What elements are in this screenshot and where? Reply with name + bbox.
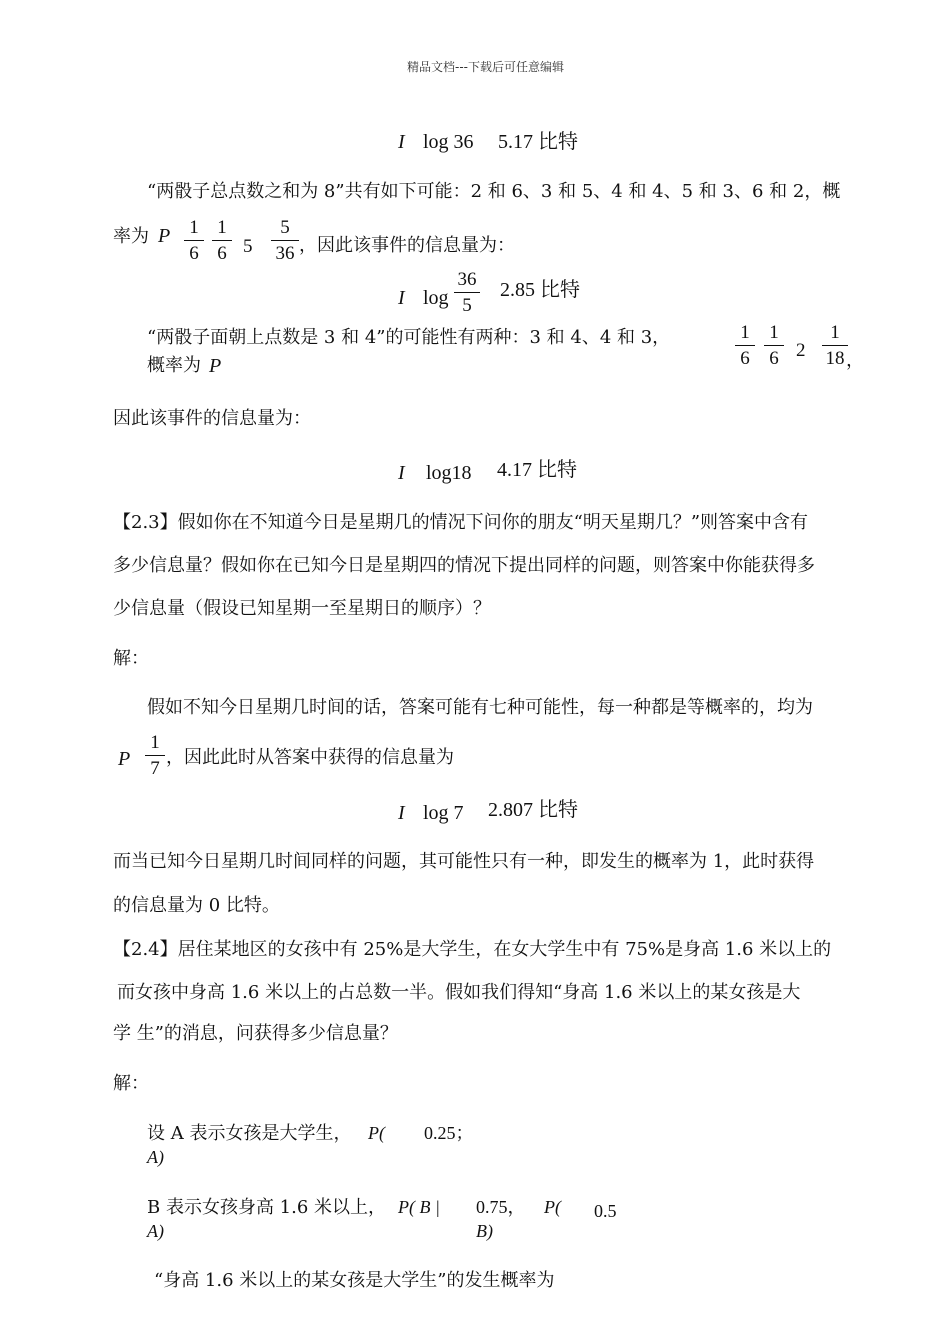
p2-line2: 概率为	[147, 355, 201, 376]
paragraph-info-amount: 因此该事件的信息量为：	[113, 408, 311, 429]
a23-prob-symbol: P	[118, 748, 131, 770]
eq4-value: 2.807 比特	[488, 799, 578, 821]
eq4-symbol: I	[398, 802, 405, 824]
eq2-value: 2.85 比特	[500, 279, 580, 301]
q23-line2: 多少信息量？假如你在已知今日是星期四的情况下提出同样的问题，则答案中你能获得多	[113, 555, 815, 576]
a23-line1: 假如不知今日星期几时间的话，答案可能有七种可能性，每一种都是等概率的，均为	[147, 697, 813, 718]
eq3-symbol: I	[398, 462, 405, 484]
p2-fraction-1-6b: $\frac{1}{6}$	[764, 323, 784, 368]
prob-suffix: ，因此该事件的信息量为：	[299, 235, 515, 256]
defA-prob: P(	[368, 1123, 385, 1143]
p2-fraction-1-6: $\frac{1}{6}$	[735, 323, 755, 368]
fraction-1-6: $\frac{1}{6}$	[184, 218, 204, 263]
eq2-symbol: I	[398, 287, 405, 309]
fraction-1-6b: $\frac{1}{6}$	[212, 218, 232, 263]
paragraph-last: “身高 1.6 米以上的某女孩是大学生”的发生概率为	[154, 1270, 555, 1291]
q23-line3: 少信息量（假设已知星期一至星期日的顺序）？	[113, 598, 491, 619]
eq3-log: log18	[426, 462, 472, 484]
eq4-log: log 7	[423, 802, 464, 824]
p2-prob-symbol: P	[209, 355, 222, 377]
q24-line3: 学 生”的消息，问获得多少信息量？	[113, 1023, 398, 1044]
defB-event-b: B)	[476, 1221, 493, 1241]
eq1-value: 5.17 比特	[498, 131, 578, 153]
a23b-line1: 而当已知今日星期几时间同样的问题，其可能性只有一种，即发生的概率为 1，此时获得	[113, 851, 815, 872]
a23-fraction-1-7: $\frac{1}{7}$	[145, 733, 165, 778]
paragraph-dice-sum: “两骰子总点数之和为 8”共有如下可能：2 和 6、3 和 5、4 和 4、5 和 3、6 和 2，概	[147, 181, 841, 202]
a23b-line2: 的信息量为 0 比特。	[113, 895, 280, 916]
defB-text: B 表示女孩身高 1.6 米以上，	[147, 1197, 387, 1218]
prob-symbol: P	[158, 225, 171, 247]
fraction-5-36: $\frac{5}{36}$	[271, 218, 299, 263]
q24-line2: 而女孩中身高 1.6 米以上的占总数一半。假如我们得知“身高 1.6 米以上的某女孩是大	[117, 982, 801, 1003]
solution-label-2: 解：	[113, 1073, 149, 1094]
defB-event-a: A)	[147, 1221, 164, 1241]
prob-prefix: 率为	[113, 226, 149, 247]
defB-cond-prob: P( B |	[398, 1197, 440, 1217]
p2-fraction-1-18: $\frac{1}{18}$	[822, 323, 848, 368]
defB-value2: 0.5	[594, 1201, 617, 1221]
p2-multiplier: 2	[796, 340, 806, 361]
q24-line1: 【2.4】居住某地区的女孩中有 25%是大学生，在女大学生中有 75%是身高 1.6 米以上的	[113, 939, 832, 960]
page-header: 精品文档---下载后可任意编辑	[407, 60, 564, 74]
eq1-symbol: I	[398, 131, 405, 153]
defB-value1: 0.75，	[476, 1197, 526, 1217]
eq2-fraction: $\frac{36}{5}$	[454, 270, 480, 315]
defB-prob2: P(	[544, 1197, 561, 1217]
eq1-log: log 36	[423, 131, 474, 153]
p2-comma: ，	[846, 350, 864, 371]
solution-label-1: 解：	[113, 648, 149, 669]
eq3-value: 4.17 比特	[497, 459, 577, 481]
multiplier: 5	[243, 236, 253, 257]
a23-line2: ，因此此时从答案中获得的信息量为	[166, 747, 454, 768]
eq2-log: log	[423, 287, 449, 309]
defA-value: 0.25；	[424, 1123, 474, 1143]
p2-line1: “两骰子面朝上点数是 3 和 4”的可能性有两种：3 和 4、4 和 3，	[147, 327, 671, 348]
q23-line1: 【2.3】假如你在不知道今日是星期几的情况下问你的朋友“明天星期几？”则答案中含有	[113, 512, 809, 533]
defA-text: 设 A 表示女孩是大学生，	[147, 1123, 352, 1144]
defA-event: A)	[147, 1147, 164, 1167]
